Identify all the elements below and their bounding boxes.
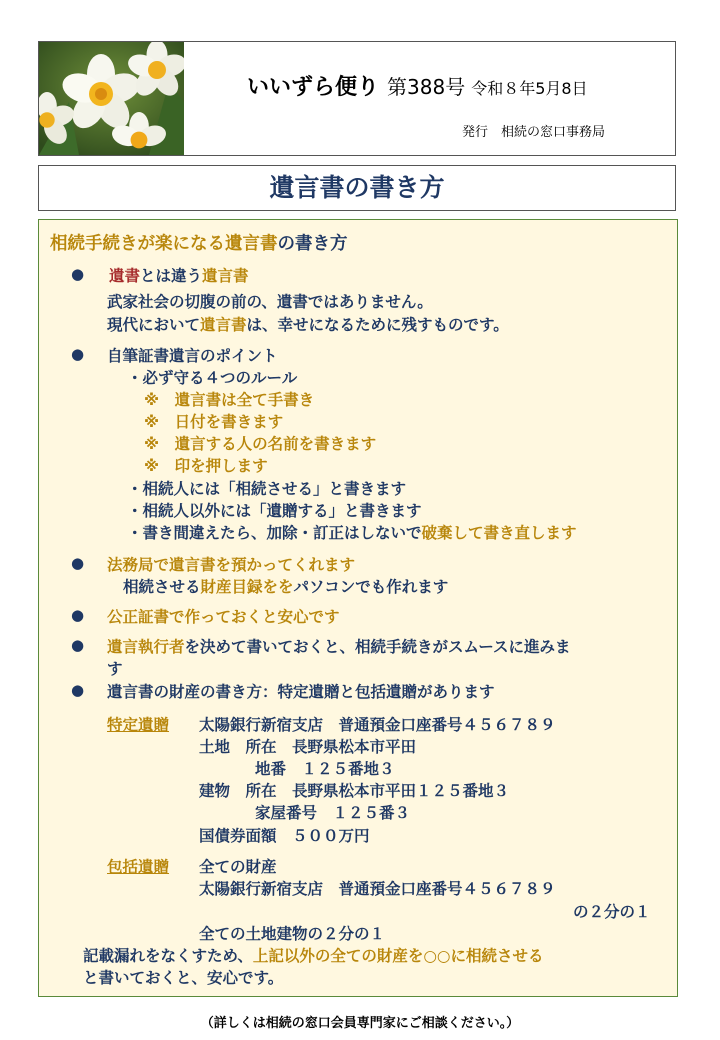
- publisher: 発行 相続の窓口事務局: [462, 125, 606, 140]
- bullet-icon: ●: [71, 265, 85, 283]
- hokatsu-line-1: 全ての財産: [199, 858, 277, 876]
- bullet-icon: ●: [71, 554, 85, 572]
- rule-3: ※ 遺言する人の名前を書きます: [144, 435, 377, 453]
- masthead: [38, 41, 676, 156]
- content-panel: [38, 219, 678, 997]
- point-1: ・相続人には「相続させる」と書きます: [127, 480, 407, 498]
- issue-number: 第388号: [387, 75, 466, 99]
- hokatsu-line-2: 太陽銀行新宿支店 普通預金口座番号４５６７８９: [199, 880, 556, 898]
- tokutei-line-2: 土地 所在 長野県松本市平田: [199, 738, 417, 756]
- issue-date: 令和８年5月8日: [471, 79, 588, 98]
- section-1-line-1: 武家社会の切腹の前の、遺書ではありません。: [107, 293, 433, 311]
- closing-line-2: と書いておくと、安心です。: [83, 969, 284, 987]
- footer-note: （詳しくは相続の窓口会員専門家にご相談ください。）: [200, 1016, 520, 1031]
- subtitle: 相続手続きが楽になる遺言書の書き方: [50, 234, 348, 254]
- closing-line-1: 記載漏れをなくすため、上記以外の全ての財産を○○に相続させる: [83, 947, 544, 965]
- tokutei-line-1: 太陽銀行新宿支店 普通預金口座番号４５６７８９: [199, 716, 556, 734]
- section-5-line-2: す: [107, 660, 123, 678]
- point-2: ・相続人以外には「遺贈する」と書きます: [127, 502, 422, 520]
- section-5-heading: 遺言執行者を決めて書いておくと、相続手続きがスムースに進みま: [107, 638, 571, 656]
- tokutei-line-4: 建物 所在 長野県松本市平田１２５番地３: [199, 782, 510, 800]
- bullet-icon: ●: [71, 636, 85, 654]
- tokutei-label: 特定遺贈: [107, 716, 170, 734]
- point-3: ・書き間違えたら、加除・訂正はしないで破棄して書き直します: [127, 524, 577, 542]
- bullet-icon: ●: [71, 606, 85, 624]
- section-2-heading: 自筆証書遺言のポイント: [107, 347, 278, 365]
- section-1-heading: 遺書とは違う遺言書: [109, 267, 249, 285]
- rule-2: ※ 日付を書きます: [144, 413, 284, 431]
- rule-1: ※ 遺言書は全て手書き: [144, 391, 315, 409]
- page-title: 遺言書の書き方: [269, 173, 445, 202]
- section-4-heading: 公正証書で作っておくと安心です: [107, 608, 340, 626]
- section-3-heading: 法務局で遺言書を預かってくれます: [107, 556, 356, 574]
- narcissus-flower-photo: [39, 42, 184, 155]
- bullet-icon: ●: [71, 345, 85, 363]
- rule-4: ※ 印を押します: [144, 457, 268, 475]
- bullet-icon: ●: [71, 681, 85, 699]
- tokutei-line-5: 家屋番号 １２５番３: [255, 804, 411, 822]
- title-box: [38, 165, 676, 211]
- tokutei-line-3: 地番 １２５番地３: [255, 760, 395, 778]
- section-6-heading: 遺言書の財産の書き方：特定遺贈と包括遺贈があります: [107, 683, 495, 701]
- hokatsu-line-4: 全ての土地建物の２分の１: [199, 925, 386, 943]
- tokutei-line-6: 国債券面額 ５００万円: [199, 827, 370, 845]
- section-1-line-2: 現代において遺言書は、幸せになるために残すものです。: [107, 316, 509, 334]
- newsletter-masthead: [247, 70, 588, 101]
- newsletter-name: いいずら便り: [247, 75, 380, 100]
- section-3-line-1: 相続させる財産目録ををパソコンでも作れます: [123, 578, 449, 596]
- hokatsu-label: 包括遺贈: [107, 858, 170, 876]
- hokatsu-line-3: の２分の１: [573, 903, 651, 921]
- rules-heading: ・必ず守る４つのルール: [127, 369, 298, 387]
